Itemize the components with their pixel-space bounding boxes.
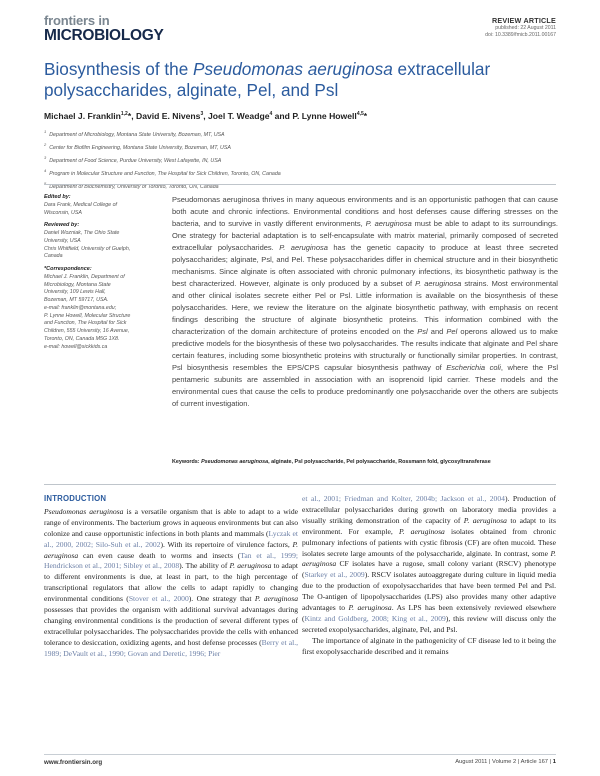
citation-link[interactable]: Kintz and Goldberg, 2008; King et al., 2009: [304, 613, 446, 623]
abstract: [172, 194, 558, 410]
body-text-run: ). RSCV isolates autoaggregate during culture in liquid media due to the production of exopolysaccharides that have been termed Pel and Psl. The O-antigen of lipopolysaccharides (LPS) also provides many other adaptive advantages to: [302, 570, 556, 613]
affiliation-text: Center for Biofilm Engineering, Montana State University, Bozeman, MT, USA: [49, 144, 231, 151]
footer-date: August 2011: [455, 759, 488, 765]
keywords: [172, 458, 556, 467]
affiliation-text: Department of Microbiology, Montana State University, Bozeman, MT, USA: [49, 131, 225, 138]
sidebar-corr-line: Bozeman, MT 59717, USA.: [44, 297, 109, 303]
affiliation-number: 1: [44, 129, 47, 134]
body-text-run: ), this review will discuss only the secreted exopolysaccharides, alginate, Pel, and Psl.: [302, 613, 557, 634]
abstract-text-run: Pseudomonas aeruginosa thrives in many aqueous environments and is an opportunistic pathogen that can cause both acute and chronic infections. Environmental conditions and host defenses cause differing stresses on the bacteria, and to survive in vastly different environments,: [172, 195, 558, 228]
title-italic: Pseudomonas aeruginosa: [193, 59, 393, 79]
reviewed-by-label: Reviewed by:: [44, 222, 80, 229]
title-part2: extracellular polysaccharides, alginate, Pel, and Psl: [44, 59, 491, 100]
body-italic-run: P. aeruginosa: [463, 515, 507, 525]
affiliation-text: Department of Biochemistry, University of Toronto, Toronto, ON, Canada: [49, 184, 219, 191]
body-text-run: CF isolates have a rugose, small colony variant (RSCV) phenotype (: [302, 559, 556, 580]
body-italic-run: P. aeruginosa: [398, 526, 445, 536]
author-name: Michael J. Franklin: [44, 111, 121, 121]
article-type: REVIEW ARTICLE: [491, 16, 556, 25]
abstract-text-run: strains. Most environmental and other clinical isolates secrete either Pel or Psl. Little information is available on the biosynthesis of these polysaccharides. Here, we review the literature on the alginate biosynthetic pathway, with emphasis on recent findings describing the structure of alginate biosynthetic proteins. This information combined with the characterization of the domain architecture of proteins encoded on the: [172, 279, 558, 336]
citation-link[interactable]: et al., 2001; Friedman and Kolter, 2004b; Jackson et al., 2004: [302, 494, 505, 503]
body-column-right: [302, 494, 556, 658]
doi: doi: 10.3389/fmicb.2011.00167: [485, 31, 556, 38]
author-list: Michael J. Franklin$^{1,2}$*, David E. Nivens$^3$, Joel T. Weadge$^4$ and P. Lynne Howell$^{4,5}$*: [44, 111, 368, 121]
abstract-divider: [44, 484, 556, 485]
affiliation-line: [44, 127, 281, 140]
abstract-text-run: and: [427, 327, 447, 336]
logo-line2: MICROBIOLOGY: [44, 27, 164, 44]
abstract-italic-run: P. aeruginosa: [279, 243, 328, 252]
body-text-run: possesses that provides the organism with additional survival advantages during changing environmental conditions is the production of several different types of extracellular polysaccharides. The polysaccharides provide the cells with enhanced tolerance to desiccation, oxidizing agents, and host defense processes (: [44, 605, 298, 647]
author-name: P. Lynne Howell: [292, 111, 357, 121]
body-italic-run: P. aeruginosa: [254, 594, 298, 604]
author-affiliation-number: 4,5: [356, 111, 364, 118]
body-italic-run: P. aeruginosa: [302, 548, 556, 569]
sidebar-reviewed-line: Daniel Wozniak, The Ohio State: [44, 230, 120, 236]
footer-article: Article 167: [520, 759, 549, 765]
article-title: [44, 59, 564, 100]
author-affiliation-number: 4: [269, 111, 273, 118]
affiliation-text: Program in Molecular Structure and Function, The Hospital for Sick Children, Toronto, ON, Canada: [49, 170, 281, 177]
footer-volume: Volume 2: [492, 759, 517, 765]
body-italic-run: P. aeruginosa: [348, 603, 392, 613]
author-affiliation-number: 1,2: [120, 111, 128, 118]
footer-divider: [44, 754, 556, 755]
abstract-italic-run: Pel: [446, 327, 458, 336]
title-part1: Biosynthesis of the: [44, 59, 194, 79]
corresponding-mark: *: [127, 111, 132, 121]
header-divider: [44, 184, 556, 185]
sidebar-reviewed-line: Canada: [44, 253, 63, 260]
footer-citation: August 2011 | Volume 2 | Article 167 | 1: [455, 759, 556, 765]
author-name: David E. Nivens: [135, 111, 201, 121]
corresponding-mark: *: [363, 111, 368, 121]
sidebar-corr-line: e-mail: howell@sickkids.ca: [44, 343, 108, 350]
body-italic-run: P. aeruginosa: [44, 539, 298, 560]
footer-website-link[interactable]: www.frontiersin.org: [44, 759, 103, 766]
keywords-list: , alginate, Psl polysaccharide, Pel polysaccharide, Rossmann fold, glycosyltransferase: [268, 459, 491, 465]
body-paragraph: [302, 494, 556, 636]
abstract-text-run: , where the Psl pentameric subunits are assembled in association with an isoprenoid lipid carrier. These models and the environmental cues that cause the cells to produce predominantly one polysaccharide over the others are subjects of current investigation.: [172, 363, 558, 408]
body-text-run: can even cause death to worms and insects (: [78, 550, 241, 560]
sidebar-reviewed-line: University, USA: [44, 237, 81, 244]
abstract-italic-run: Escherichia coli: [446, 363, 501, 372]
sidebar-edited-line: Dara Frank, Medical College of: [44, 201, 118, 208]
affiliation-number: 3: [44, 155, 47, 161]
abstract-italic-run: P. aeruginosa: [415, 279, 462, 288]
affiliation-line: [44, 179, 281, 192]
editorial-sidebar: [44, 194, 148, 351]
sidebar-corr-line: e-mail: franklin@montana.edu;: [44, 304, 117, 311]
abstract-italic-run: Psl: [417, 327, 428, 336]
sidebar-corr-line: Microbiology, Montana State: [44, 281, 111, 288]
sidebar-corr-line: Michael J. Franklin, Department of: [44, 273, 125, 280]
published-date: published: 22 August 2011: [495, 25, 556, 31]
sidebar-reviewed-line: Chris Whitfield, University of Guelph,: [44, 245, 131, 252]
author-name: Joel T. Weadge: [208, 111, 270, 121]
edited-by-label: Edited by:: [44, 194, 71, 200]
body-text-run: is a versatile organism that is able to adapt to a wide range of environments. The bacterium grows in aqueous environments but can also colonize and cause opportunistic infections in both plants and mammals (: [44, 506, 298, 538]
body-text-run: to adapt to its environment. For example,: [302, 515, 556, 536]
sidebar-corr-line: and Function, The Hospital for Sick: [44, 320, 127, 327]
sidebar-corr-line: Children, 555 University, 16 Avenue,: [44, 328, 130, 334]
affiliation-line: [44, 166, 281, 179]
affiliation-line: [44, 140, 281, 153]
affiliation-list: [44, 127, 281, 192]
body-paragraph: The importance of alginate in the pathogenicity of CF disease led to it being the first exopolysaccharide described and it remains: [302, 635, 556, 656]
abstract-italic-run: P. aeruginosa: [365, 219, 412, 228]
journal-logo: [44, 14, 164, 44]
footer-page-number: 1: [552, 759, 556, 765]
affiliation-number: 2: [44, 142, 47, 148]
sidebar-corr-line: University, 109 Lewis Hall,: [44, 289, 106, 296]
body-text-run: . As LPS has been extensively reviewed elsewhere (: [302, 603, 556, 623]
body-text-run: ). One strategy that: [188, 594, 255, 604]
sidebar-corr-line: Toronto, ON, Canada M5G 1X8.: [44, 335, 120, 342]
affiliation-line: [44, 153, 281, 166]
abstract-text-run: has the genetic capacity to produce at least three secreted polysaccharides; alginate, Psl, and Pel. These polysaccharides differ in chemical structure and in their biosynthetic mechanisms. Since alginate is often associated with chronic pulmonary infections, its biosynthetic pathway is the best characterized. However, alginate is only produced by a subset of: [172, 243, 558, 288]
sidebar-corr-line: P. Lynne Howell, Molecular Structure: [44, 312, 131, 319]
citation-link[interactable]: Stover et al., 2000: [128, 594, 189, 604]
abstract-text-run: must be able to adapt to its surroundings. One strategy for bacterial adaptation is to self-encapsulate with matrix material, primarily composed of secreted extracellular polysaccharides.: [172, 219, 558, 252]
citation-link[interactable]: Lyczak et al., 2000, 2002; Silo-Suh et al., 2002: [44, 528, 298, 549]
body-paragraph: [44, 507, 298, 660]
sidebar-edited-line: Wisconsin, USA: [44, 209, 82, 216]
citation-link[interactable]: Tan et al., 1999; Hendrickson et al., 2001; Sibley et al., 2008: [44, 550, 298, 571]
affiliation-number: 5: [44, 181, 47, 187]
body-text-run: to adapt to different environments is due, at least in part, to the high percentage of transcriptional regulators that allow the cells to adapt rapidly to changing environmental conditions (: [44, 561, 298, 604]
correspondence-label: *Correspondence:: [44, 266, 92, 272]
body-text-run: isolates obtained from chronic pulmonary infections of patients with cystic fibrosis (CF) are often mucoid. These isolates secrete large amounts of the polysaccharide, alginate. In contrast, some: [302, 526, 556, 558]
citation-link[interactable]: Starkey et al., 2009: [304, 570, 365, 580]
body-text-run: ). Production of extracellular polysaccharides during growth on laboratory media provides a visually striking demonstration of the capacity of: [302, 494, 556, 525]
affiliation-number: 4: [44, 168, 47, 174]
citation-link[interactable]: Berry et al., 1989; DeVault et al., 1990; Govan and Deretic, 1996; Pier: [44, 637, 298, 658]
logo-line1: frontiers in: [44, 13, 110, 28]
body-italic-run: P. aeruginosa: [229, 561, 272, 571]
article-meta: [485, 16, 556, 38]
author-affiliation-number: 3: [200, 111, 204, 118]
body-italic-run: Pseudomonas aeruginosa: [44, 506, 124, 516]
abstract-text-run: operons allowed us to make predictive models for the biosynthesis of these two polysaccharides. The results indicate that alginate and Pel share certain features, including some biosynthetic proteins with structurally or functionally similar properties. In contrast, Psl biosynthesis resembles the EPS/CPS capsular biosynthesis pathway of: [172, 327, 558, 372]
body-text-run: ). With its repertoire of virulence factors,: [160, 539, 293, 549]
body-text-run: ). The ability of: [179, 561, 230, 571]
section-heading-introduction: INTRODUCTION: [44, 494, 107, 503]
keywords-label: Keywords:: [172, 459, 202, 465]
body-column-left: [44, 494, 298, 660]
affiliation-text: Department of Food Science, Purdue University, West Lafayette, IN, USA: [49, 157, 222, 164]
keywords-italic: Pseudomonas aeruginosa: [201, 459, 269, 465]
